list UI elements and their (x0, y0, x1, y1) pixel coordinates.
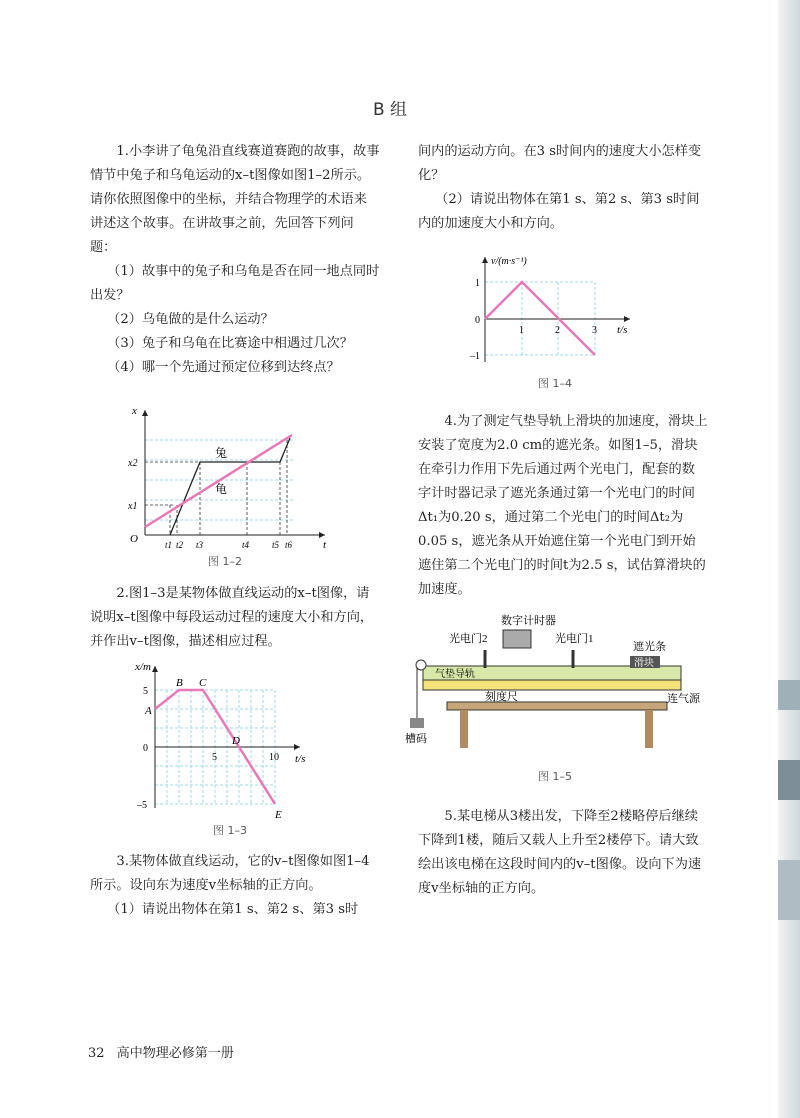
tick-x-3: 3 (592, 325, 597, 336)
label-rabbit: 兔 (215, 446, 228, 460)
y-axis-label: x (132, 405, 137, 417)
tick-t1: t1 (165, 540, 173, 550)
q1-part4: （4）哪一个先通过预定位移到达终点？ (107, 360, 340, 375)
q2-block (90, 582, 380, 654)
tick-y-5: 5 (143, 686, 148, 697)
caption-fig-1-5: 图 1–5 (538, 770, 572, 783)
point-C: C (199, 677, 207, 689)
page-edge (778, 0, 800, 1118)
tick-x-2: 2 (555, 325, 560, 336)
label-timer: 数字计时器 (501, 615, 556, 627)
label-gate2: 光电门2 (449, 633, 488, 645)
figure-1-3 (135, 658, 325, 823)
q2-text: 2.图1–3是某物体做直线运动的x–t图像，请说明x–t图像中每段运动过程的速度大小和方向，并作出v–t图像，描述相应过程。 (90, 586, 374, 649)
q5-block (418, 805, 708, 901)
label-shade: 遮光条 (633, 641, 666, 653)
weight-block (410, 718, 424, 728)
caption-fig-1-3: 图 1–3 (213, 824, 247, 837)
q1-part2: （2）乌龟做的是什么运动？ (107, 312, 274, 327)
tick-x-1: 1 (519, 325, 524, 336)
q4-block (418, 410, 708, 602)
figure-1-5 (405, 610, 705, 755)
label-track: 气垫导轨 (435, 669, 475, 680)
tick-y-0: 0 (475, 315, 480, 326)
q3-text: 3.某物体做直线运动，它的v–t图像如图1–4所示。设向东为速度v坐标轴的正方向。 (90, 854, 370, 893)
x-axis-label: t/s (295, 753, 306, 765)
point-B: B (176, 677, 183, 689)
x-axis-label: t (323, 539, 327, 550)
figure-1-4 (450, 252, 660, 372)
q4-text: 4.为了测定气垫导轨上滑块的加速度，滑块上安装了宽度为2.0 cm的遮光条。如图1–5，滑块在牵引力作用下先后通过两个光电门，配套的数字计时器记录了遮光条通过第一个光电门的时间Δt₁为0.20 s，通过第二个光电门的时间Δt₂为0.05 s，遮光条从开始遮住第一个光电门到开始遮住第二个光电门的时间t为2.5 s，试估算滑块的加速度。 (418, 414, 708, 597)
label-slider: 滑块 (634, 658, 654, 669)
point-E: E (275, 809, 282, 821)
right-column-top (418, 140, 708, 236)
y-axis-label: v/(m·s⁻¹) (491, 256, 527, 267)
page-footer (88, 1042, 242, 1061)
figure-1-2 (120, 400, 340, 550)
q1-part3: （3）兔子和乌龟在比赛途中相遇过几次？ (107, 336, 353, 351)
q3-block (90, 850, 380, 922)
left-column (90, 140, 380, 380)
tick-t4: t4 (242, 540, 250, 550)
page-number: 32 (88, 1046, 105, 1061)
caption-fig-1-4: 图 1–4 (538, 377, 572, 390)
point-A: A (145, 705, 152, 717)
y-axis-label: x/m (135, 661, 151, 673)
tick-t5: t5 (272, 540, 280, 550)
label-gate1: 光电门1 (555, 633, 594, 645)
book-title: 高中物理必修第一册 (116, 1046, 234, 1061)
label-weight: 槽码 (405, 733, 427, 745)
tick-x-10: 10 (269, 752, 279, 763)
digital-timer (503, 630, 531, 648)
tick-y-neg5: –5 (137, 800, 147, 811)
tick-x-5: 5 (212, 752, 217, 763)
table-leg-right (645, 710, 653, 748)
tick-t2: t2 (176, 540, 184, 550)
tick-x1: x1 (128, 501, 138, 512)
origin-label: O (130, 533, 138, 545)
label-air: 连气源 (667, 693, 700, 705)
tick-x2: x2 (128, 458, 138, 469)
label-turtle: 龟 (215, 482, 228, 496)
tick-t3: t3 (196, 540, 204, 550)
tick-y-0: 0 (143, 743, 148, 754)
tick-t6: t6 (285, 540, 293, 550)
section-title: B 组 (372, 100, 408, 120)
tick-y-1: 1 (475, 278, 480, 289)
point-D: D (232, 735, 240, 747)
q5-text: 5.某电梯从3楼出发，下降至2楼略停后继续下降到1楼，随后又载人上升至2楼停下。请大致绘出该电梯在这段时间内的v–t图像。设向下为速度v坐标轴的正方向。 (418, 809, 702, 896)
q3-part2: （2）请说出物体在第1 s、第2 s、第3 s时间内的加速度大小和方向。 (418, 192, 700, 231)
label-ruler: 刻度尺 (485, 691, 518, 703)
q3-continued: 间内的运动方向。在3 s时间内的速度大小怎样变化？ (418, 144, 702, 183)
x-axis-label: t/s (617, 324, 628, 336)
q1-intro: 1.小李讲了龟兔沿直线赛道赛跑的故事，故事情节中兔子和乌龟运动的x–t图像如图1–2所示。请你依照图像中的坐标，并结合物理学的术语来讲述这个故事。在讲故事之前，先回答下列问题： (90, 144, 380, 255)
q3-part1-start: （1）请说出物体在第1 s、第2 s、第3 s时 (107, 902, 359, 917)
q1-part1: （1）故事中的兔子和乌龟是否在同一地点同时出发？ (90, 264, 380, 303)
table-leg-left (460, 710, 468, 748)
table-top (447, 702, 667, 710)
caption-fig-1-2: 图 1–2 (208, 555, 242, 568)
scale-ruler (423, 680, 681, 690)
tick-y-neg1: –1 (470, 351, 480, 362)
